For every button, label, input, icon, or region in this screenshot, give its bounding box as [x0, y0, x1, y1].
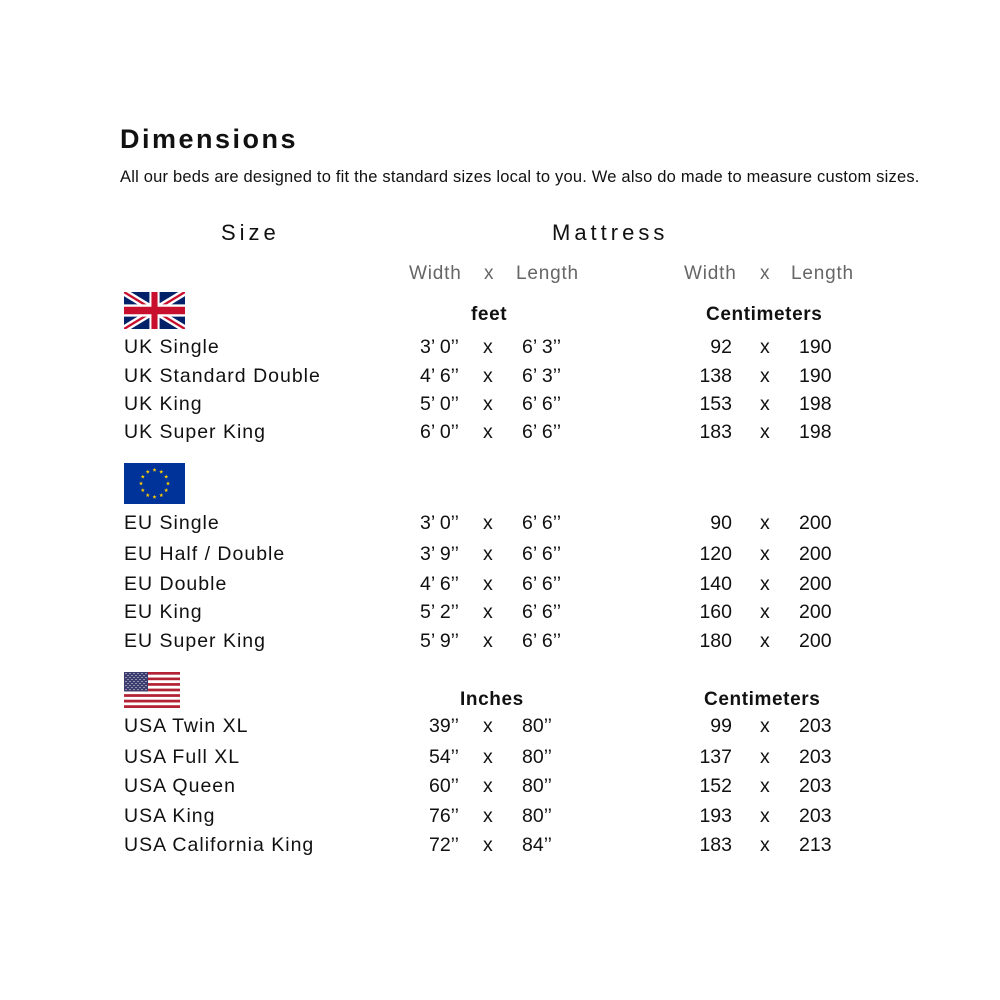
usa-flag-stripe [124, 697, 180, 700]
metric-length: 198 [799, 393, 832, 415]
usa-star-icon [139, 679, 140, 680]
usa-star-icon [133, 677, 134, 678]
table-row [0, 746, 1000, 772]
metric-x: x [760, 365, 770, 387]
usa-star-icon [145, 681, 146, 682]
imperial-width: 60’’ [428, 775, 459, 797]
size-name: USA California King [124, 834, 315, 856]
usa-star-icon [125, 677, 126, 678]
page-title: Dimensions [120, 124, 299, 154]
usa-star-icon [127, 679, 128, 680]
usa-star-icon [131, 683, 132, 684]
imperial-length: 6’ 6’’ [522, 421, 562, 443]
usa-star-icon [143, 679, 144, 680]
usa-flag-canton [124, 672, 148, 691]
table-row [0, 336, 1000, 362]
imperial-length: 6’ 6’’ [522, 393, 562, 415]
imperial-x: x [483, 336, 493, 358]
metric-length: 213 [799, 834, 832, 856]
usa-star-icon [137, 685, 138, 686]
table-row [0, 573, 1000, 599]
usa-flag-icon [124, 672, 180, 708]
usa-star-icon [127, 687, 128, 688]
imperial-width: 3’ 0’’ [419, 336, 459, 358]
page-subtitle: All our beds are designed to fit the standard sizes local to you. We also do made to measure custom sizes. [120, 168, 920, 186]
usa-metric-unit: Centimeters [704, 689, 821, 710]
imperial-x: x [483, 601, 493, 623]
imperial-length: 6’ 3’’ [522, 336, 562, 358]
usa-star-icon [145, 677, 146, 678]
usa-star-icon [139, 683, 140, 684]
metric-x: x [760, 746, 770, 768]
metric-length: 190 [799, 336, 832, 358]
metric-width: 180 [699, 630, 732, 652]
size-name: UK Single [124, 336, 220, 358]
metric-x: x [760, 805, 770, 827]
usa-star-icon [145, 673, 146, 674]
usa-star-icon [133, 681, 134, 682]
metric-width: 120 [699, 543, 732, 565]
uk-imperial-unit: feet [471, 304, 508, 325]
metric-x: x [760, 834, 770, 856]
metric-length-header: Length [791, 263, 854, 284]
usa-star-icon [137, 677, 138, 678]
metric-length: 203 [799, 805, 832, 827]
size-name: UK King [124, 393, 203, 415]
imperial-width: 3’ 9’’ [419, 543, 459, 565]
size-name: EU Single [124, 512, 220, 534]
size-name: USA Full XL [124, 746, 241, 768]
imperial-width: 5’ 2’’ [419, 601, 459, 623]
metric-x-header: x [760, 263, 771, 284]
usa-star-icon [135, 679, 136, 680]
metric-width: 183 [699, 421, 732, 443]
metric-x: x [760, 336, 770, 358]
imperial-x: x [483, 834, 493, 856]
imperial-x: x [483, 393, 493, 415]
imperial-width: 54’’ [428, 746, 459, 768]
imperial-width: 6’ 0’’ [419, 421, 459, 443]
size-name: EU King [124, 601, 203, 623]
imperial-width: 76’’ [428, 805, 459, 827]
usa-star-icon [141, 681, 142, 682]
usa-star-icon [127, 675, 128, 676]
imperial-x: x [483, 421, 493, 443]
uk-metric-unit: Centimeters [706, 304, 823, 325]
metric-x: x [760, 601, 770, 623]
metric-width: 138 [699, 365, 732, 387]
metric-width: 152 [699, 775, 732, 797]
metric-width: 99 [710, 715, 732, 737]
usa-star-icon [145, 685, 146, 686]
metric-width: 140 [699, 573, 732, 595]
imperial-width-header: Width [409, 263, 462, 284]
metric-width: 137 [699, 746, 732, 768]
size-header: Size [221, 220, 280, 245]
mattress-header: Mattress [552, 220, 669, 245]
usa-star-icon [137, 673, 138, 674]
metric-width: 90 [710, 512, 732, 534]
usa-flag-stripe [124, 691, 180, 694]
imperial-x: x [483, 573, 493, 595]
imperial-length: 6’ 6’’ [522, 543, 562, 565]
metric-length: 200 [799, 512, 832, 534]
metric-width: 153 [699, 393, 732, 415]
metric-length: 200 [799, 573, 832, 595]
imperial-x: x [483, 365, 493, 387]
imperial-length: 80’’ [522, 746, 553, 768]
metric-x: x [760, 512, 770, 534]
usa-star-icon [131, 687, 132, 688]
metric-x: x [760, 775, 770, 797]
metric-width: 183 [699, 834, 732, 856]
imperial-width: 5’ 0’’ [419, 393, 459, 415]
table-row [0, 512, 1000, 538]
usa-star-icon [133, 673, 134, 674]
usa-star-icon [125, 673, 126, 674]
usa-star-icon [145, 689, 146, 690]
usa-star-icon [131, 679, 132, 680]
imperial-length: 80’’ [522, 805, 553, 827]
metric-length: 190 [799, 365, 832, 387]
imperial-length: 80’’ [522, 715, 553, 737]
table-row [0, 543, 1000, 569]
usa-star-icon [143, 687, 144, 688]
table-row [0, 393, 1000, 419]
metric-length: 200 [799, 630, 832, 652]
usa-star-icon [135, 687, 136, 688]
metric-x: x [760, 421, 770, 443]
metric-x: x [760, 573, 770, 595]
usa-star-icon [125, 681, 126, 682]
usa-flag-stripe [124, 700, 180, 703]
metric-width: 160 [699, 601, 732, 623]
imperial-width: 39’’ [428, 715, 459, 737]
table-row [0, 715, 1000, 741]
metric-x: x [760, 630, 770, 652]
size-name: USA King [124, 805, 216, 827]
usa-star-icon [141, 677, 142, 678]
usa-star-icon [139, 675, 140, 676]
imperial-x: x [483, 543, 493, 565]
imperial-x: x [483, 746, 493, 768]
metric-x: x [760, 393, 770, 415]
imperial-length-header: Length [516, 263, 579, 284]
imperial-length: 6’ 6’’ [522, 601, 562, 623]
imperial-length: 84’’ [522, 834, 553, 856]
imperial-x: x [483, 805, 493, 827]
usa-star-icon [137, 681, 138, 682]
imperial-x: x [483, 775, 493, 797]
table-row [0, 601, 1000, 627]
usa-star-icon [129, 673, 130, 674]
metric-width-header: Width [684, 263, 737, 284]
table-row [0, 805, 1000, 831]
usa-star-icon [125, 689, 126, 690]
usa-star-icon [127, 683, 128, 684]
usa-flag-stripe [124, 702, 180, 705]
usa-flag-stripe [124, 705, 180, 708]
imperial-width: 5’ 9’’ [419, 630, 459, 652]
imperial-width: 4’ 6’’ [419, 573, 459, 595]
size-name: EU Half / Double [124, 543, 286, 565]
usa-imperial-unit: Inches [460, 689, 524, 710]
usa-star-icon [143, 675, 144, 676]
imperial-length: 80’’ [522, 775, 553, 797]
imperial-width: 3’ 0’’ [419, 512, 459, 534]
usa-star-icon [143, 683, 144, 684]
usa-star-icon [131, 675, 132, 676]
size-name: UK Standard Double [124, 365, 321, 387]
metric-length: 200 [799, 543, 832, 565]
imperial-width: 72’’ [428, 834, 459, 856]
size-name: UK Super King [124, 421, 266, 443]
table-row [0, 775, 1000, 801]
metric-width: 92 [710, 336, 732, 358]
usa-star-icon [137, 689, 138, 690]
imperial-length: 6’ 3’’ [522, 365, 562, 387]
usa-star-icon [129, 689, 130, 690]
usa-star-icon [129, 685, 130, 686]
eu-flag-icon [124, 463, 185, 504]
usa-star-icon [129, 677, 130, 678]
usa-star-icon [125, 685, 126, 686]
metric-x: x [760, 543, 770, 565]
imperial-x: x [483, 715, 493, 737]
metric-length: 203 [799, 775, 832, 797]
imperial-length: 6’ 6’’ [522, 512, 562, 534]
size-name: EU Double [124, 573, 228, 595]
usa-star-icon [135, 683, 136, 684]
usa-star-icon [133, 689, 134, 690]
metric-length: 203 [799, 746, 832, 768]
metric-x: x [760, 715, 770, 737]
usa-star-icon [141, 685, 142, 686]
usa-star-icon [141, 689, 142, 690]
usa-star-icon [133, 685, 134, 686]
usa-star-icon [141, 673, 142, 674]
metric-length: 200 [799, 601, 832, 623]
size-name: EU Super King [124, 630, 266, 652]
table-row [0, 834, 1000, 860]
usa-star-icon [129, 681, 130, 682]
table-row [0, 365, 1000, 391]
imperial-x: x [483, 512, 493, 534]
imperial-width: 4’ 6’’ [419, 365, 459, 387]
usa-star-icon [139, 687, 140, 688]
imperial-x-header: x [484, 263, 495, 284]
imperial-length: 6’ 6’’ [522, 573, 562, 595]
imperial-length: 6’ 6’’ [522, 630, 562, 652]
size-name: USA Twin XL [124, 715, 249, 737]
imperial-x: x [483, 630, 493, 652]
table-row [0, 421, 1000, 447]
usa-flag-stripe [124, 694, 180, 697]
usa-star-icon [135, 675, 136, 676]
size-name: USA Queen [124, 775, 236, 797]
metric-length: 203 [799, 715, 832, 737]
metric-width: 193 [699, 805, 732, 827]
uk-flag-icon [124, 292, 185, 329]
metric-length: 198 [799, 421, 832, 443]
table-row [0, 630, 1000, 656]
